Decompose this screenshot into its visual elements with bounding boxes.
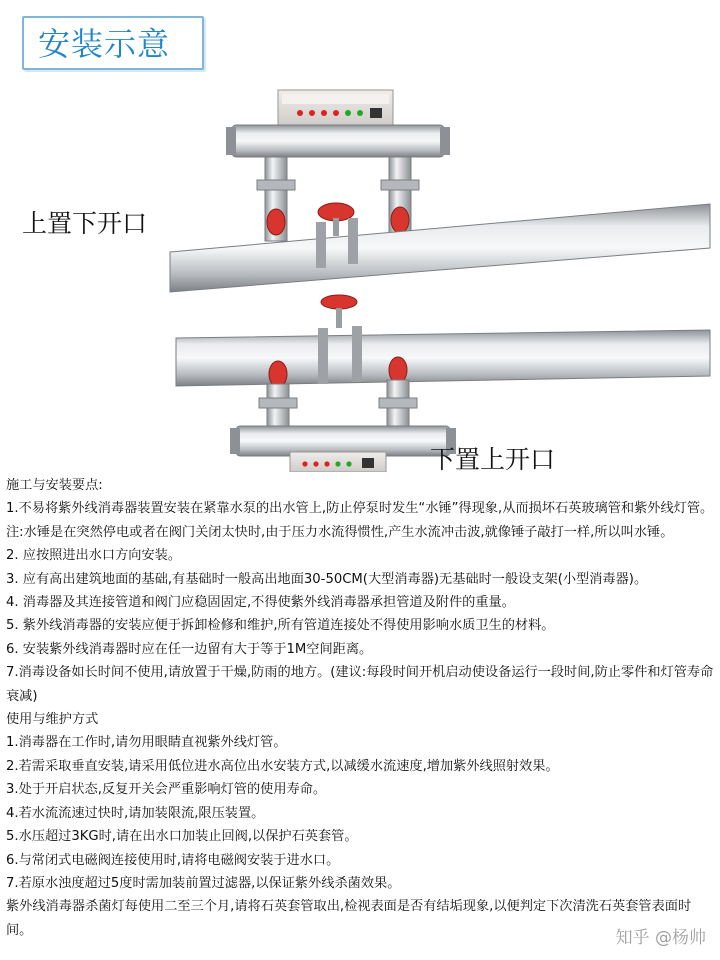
instructions-text <box>6 474 714 942</box>
usage-line: 6.与常闭式电磁阀连接使用时,请将电磁阀安装于进水口。 <box>6 852 340 868</box>
section-heading-install: 施工与安装要点: <box>6 478 103 493</box>
flange-icon <box>259 398 297 408</box>
usage-line: 1.消毒器在工作时,请勿用眼睛直视紫外线灯管。 <box>6 735 287 751</box>
section-heading-usage: 使用与维护方式 <box>6 712 99 728</box>
flange-icon <box>257 180 295 190</box>
top-assembly <box>170 90 710 292</box>
flange-icon <box>379 398 417 408</box>
label-top-mount: 上置下开口 <box>22 209 148 238</box>
instruction-line: 2. 应按照进出水口方向安装。 <box>6 548 182 564</box>
usage-line: 4.若水流流速过快时,请加装限流,限压装置。 <box>6 805 265 821</box>
page-title: 安装示意 <box>38 25 171 63</box>
control-box-icon <box>290 452 386 472</box>
usage-line: 紫外线消毒器杀菌灯每使用二至三个月,请将石英套管取出,检视表面是否有结垢现象,以便判定下次清洗石英套管表面时间。 <box>6 899 692 938</box>
instruction-line: 1.不易将紫外线消毒器装置安装在紧靠水泵的出水管上,防止停泵时发生“水锤”得现象,从而损坏石英玻璃管和紫外线灯管。 <box>6 501 714 517</box>
uv-sterilizer-icon <box>226 125 450 157</box>
title-box <box>22 16 204 70</box>
control-box-icon <box>278 90 393 126</box>
usage-line: 3.处于开启状态,反复开关会严重影响灯管的使用寿命。 <box>6 782 327 798</box>
instruction-line: 3. 应有高出建筑地面的基础,有基础时一般高出地面30-50CM(大型消毒器)无基础时一般设支架(小型消毒器)。 <box>6 571 648 587</box>
instruction-line: 7.消毒设备如长时间不使用,请放置于干燥,防雨的地方。(建议:每段时间开机启动使设备运行一段时间,防止零件和灯管寿命衰减) <box>6 665 714 704</box>
gate-valve-icon <box>267 203 409 236</box>
instruction-line: 6. 安装紫外线消毒器时应在任一边留有大于等于1M空间距离。 <box>6 641 373 657</box>
installation-illustration <box>0 80 720 472</box>
watermark-text: 知乎 @杨帅 <box>615 928 706 948</box>
usage-line: 7.若原水浊度超过5度时需加装前置过滤器,以保证紫外线杀菌效果。 <box>6 875 401 891</box>
flange-icon <box>381 180 419 190</box>
usage-line: 2.若需采取垂直安装,请采用低位进水高位出水安装方式,以减缓水流速度,增加紫外线照射效果。 <box>6 758 559 774</box>
main-pipe-bottom <box>176 326 710 386</box>
instruction-line: 4. 消毒器及其连接管道和阀门应稳固固定,不得使紫外线消毒器承担管道及附件的重量。 <box>6 595 515 611</box>
instruction-line: 5. 紫外线消毒器的安装应便于拆卸检修和维护,所有管道连接处不得使用影响水质卫生的材料。 <box>6 618 555 634</box>
label-bottom-mount: 下置上开口 <box>430 445 556 474</box>
main-pipe-top <box>170 204 710 292</box>
usage-line: 5.水压超过3KG时,请在出水口加装止回阀,以保护石英套管。 <box>6 829 358 845</box>
instruction-note: 注:水锤是在突然停电或者在阀门关闭太快时,由于压力水流得惯性,产生水流冲击波,就像锤子敲打一样,所以叫水锤。 <box>6 524 674 540</box>
